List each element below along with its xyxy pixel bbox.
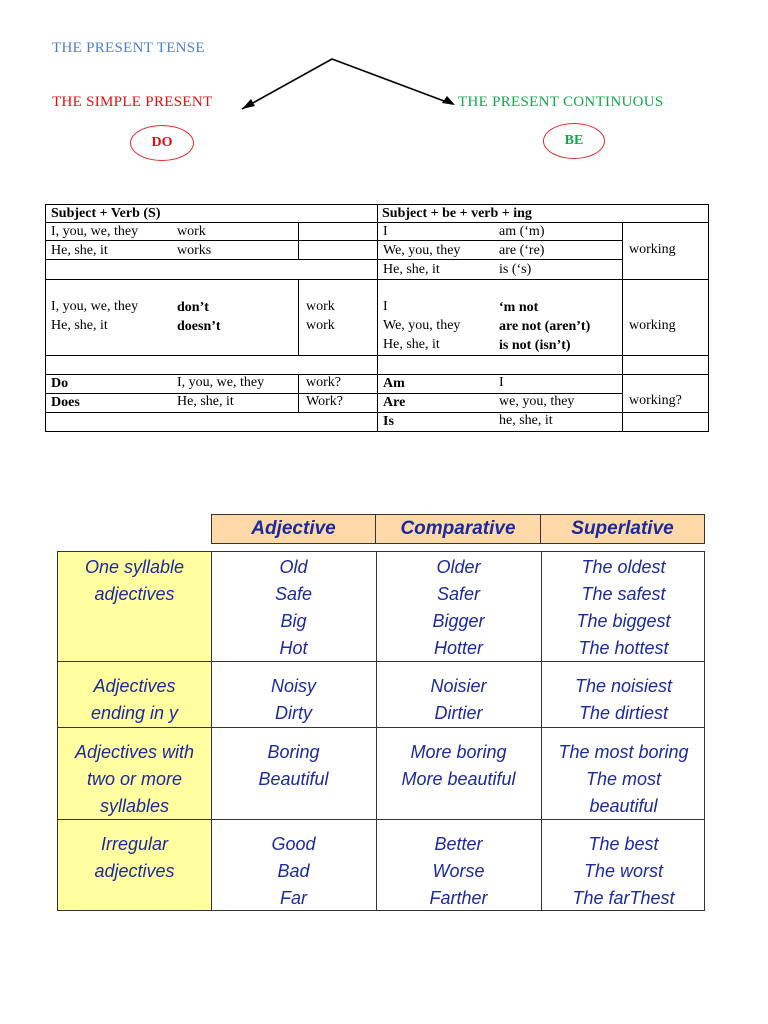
- q-left-subject-2: He, she, it: [177, 394, 234, 409]
- adj-cell-adjective: Noisy Dirty: [270, 676, 316, 723]
- do-oval: DO: [130, 125, 194, 161]
- q-left-aux-2: Does: [51, 395, 80, 410]
- arrow-head-left-icon: [242, 99, 255, 109]
- aff-right-subject-1: I: [383, 224, 388, 239]
- neg-left-aux-2: doesn’t: [177, 319, 221, 334]
- aff-left-subject-1: I, you, we, they: [51, 224, 139, 239]
- branch-arrows: [230, 54, 470, 114]
- q-left-verb-1: work?: [306, 375, 341, 390]
- q-right-be-3: Is: [383, 414, 394, 429]
- adj-row-label: Adjectives ending in y: [90, 676, 179, 723]
- adj-cell-superlative: The most boring The most beautiful: [558, 742, 689, 816]
- simple-present-label: THE SIMPLE PRESENT: [52, 94, 213, 110]
- aff-right-be-2: are (‘re): [499, 243, 545, 258]
- adj-header-superlative: Superlative: [540, 514, 705, 544]
- aff-ing: working: [629, 242, 676, 257]
- q-right-subject-3: he, she, it: [499, 413, 553, 428]
- adj-row-label: Irregular adjectives: [94, 834, 175, 881]
- be-oval: BE: [543, 123, 605, 159]
- neg-left-subject-2: He, she, it: [51, 318, 108, 333]
- q-left-aux-1: Do: [51, 376, 69, 391]
- aff-left-subject-2: He, she, it: [51, 243, 108, 258]
- q-ing: working?: [629, 393, 682, 408]
- q-left-subject-1: I, you, we, they: [177, 375, 265, 390]
- adj-cell-comparative: Better Worse Farther: [429, 834, 488, 908]
- q-right-subject-2: we, you, they: [499, 394, 575, 409]
- present-continuous-label: THE PRESENT CONTINUOUS: [458, 94, 664, 110]
- adj-cell-adjective: Old Safe Big Hot: [274, 557, 313, 658]
- neg-right-be-3: is not (isn’t): [499, 338, 571, 353]
- q-right-be-2: Are: [383, 395, 406, 410]
- aff-left-verb-2: works: [177, 243, 212, 258]
- adj-row-label: One syllable adjectives: [84, 557, 185, 604]
- neg-right-subject-1: I: [383, 299, 388, 314]
- right-header: Subject + be + verb + ing: [382, 206, 532, 221]
- aff-right-be-1: am (‘m): [499, 224, 545, 239]
- adj-header-adjective: Adjective: [211, 514, 376, 544]
- neg-left-aux-1: don’t: [177, 300, 209, 315]
- adj-cell-comparative: Noisier Dirtier: [430, 676, 487, 723]
- neg-ing: working: [629, 318, 676, 333]
- aff-right-subject-2: We, you, they: [383, 243, 461, 258]
- adj-cell-superlative: The best The worst The farThest: [572, 834, 675, 908]
- adj-cell-adjective: Boring Beautiful: [258, 742, 329, 789]
- neg-left-verb-2: work: [306, 318, 335, 333]
- adj-header-comparative: Comparative: [375, 514, 541, 544]
- aff-left-verb-1: work: [177, 224, 206, 239]
- neg-right-be-2: are not (aren’t): [499, 319, 591, 334]
- neg-right-subject-2: We, you, they: [383, 318, 461, 333]
- neg-left-verb-1: work: [306, 299, 335, 314]
- adj-cell-comparative: Older Safer Bigger Hotter: [432, 557, 485, 658]
- left-header: Subject + Verb (S): [51, 206, 161, 221]
- adj-cell-superlative: The oldest The safest The biggest The hottest: [576, 557, 671, 658]
- adj-cell-comparative: More boring More beautiful: [401, 742, 516, 789]
- q-right-subject-1: I: [499, 375, 504, 390]
- page-title: THE PRESENT TENSE: [52, 40, 205, 56]
- q-right-be-1: Am: [383, 376, 405, 391]
- neg-right-be-1: ‘m not: [499, 300, 539, 315]
- adj-cell-superlative: The noisiest The dirtiest: [574, 676, 673, 723]
- adj-row-label: Adjectives with two or more syllables: [74, 742, 195, 816]
- aff-right-be-3: is (‘s): [499, 262, 532, 277]
- adjective-table: [57, 551, 705, 911]
- q-left-verb-2: Work?: [306, 394, 343, 409]
- adj-cell-adjective: Good Bad Far: [271, 834, 316, 908]
- neg-right-subject-3: He, she, it: [383, 337, 440, 352]
- arrow-head-right-icon: [442, 96, 455, 105]
- neg-left-subject-1: I, you, we, they: [51, 299, 139, 314]
- grammar-table: [45, 204, 709, 432]
- aff-right-subject-3: He, she, it: [383, 262, 440, 277]
